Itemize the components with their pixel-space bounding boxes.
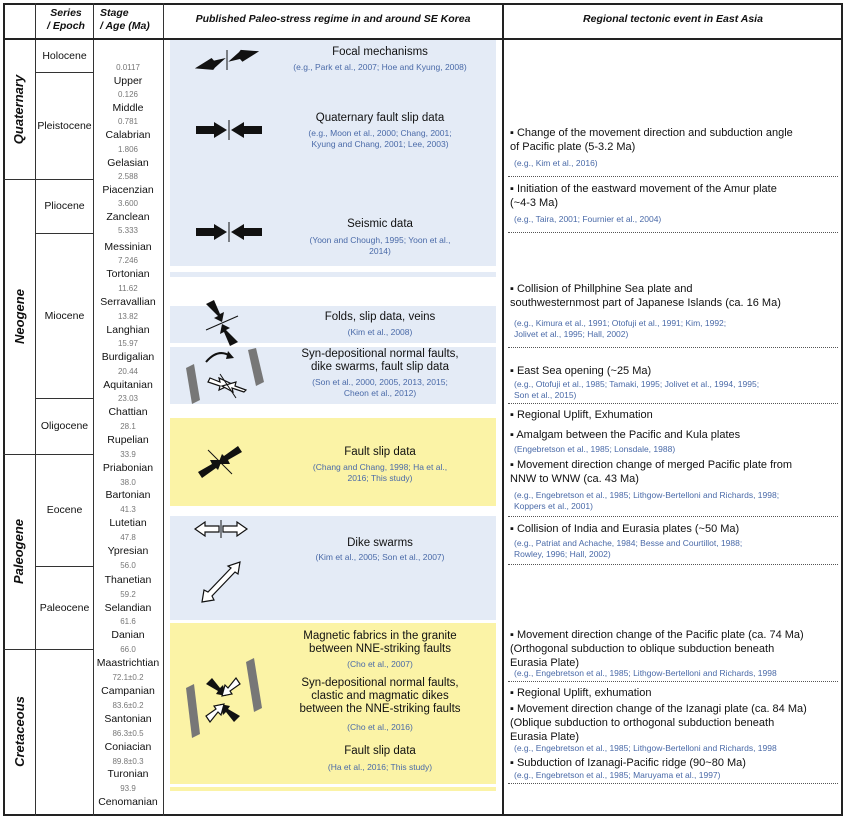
ne-compression-arrows-icon [198,444,242,480]
regime-title: Dike swarms [347,537,413,549]
age-boundary: 83.6±0.2 [112,701,144,710]
age-boundary: 47.8 [120,533,136,542]
stage-turonian: Turonian [107,768,149,780]
stage-maastrichtian: Maastrichtian [96,657,160,669]
epoch-miocene: Miocene [44,309,85,322]
regime-ref: (e.g., Park et al., 2007; Hoe and Kyung, 2008) [293,62,467,72]
event-ref: (e.g., Engebretson et al., 1985; Lithgow-Bertelloni and Richards, 1998 [514,743,777,753]
extension-arrows-icon [193,520,249,538]
regime-title: Folds, slip data, veins [324,311,436,323]
era-divider [3,649,35,650]
age-boundary: 3.600 [117,199,139,208]
column-divider [163,3,164,816]
epoch-holocene: Holocene [42,49,87,62]
regime-ref: (Cho et al., 2016) [347,722,413,732]
event-divider [508,403,838,404]
stage-ypresian: Ypresian [107,545,149,557]
epoch-oligocene: Oligocene [40,420,89,432]
stage-selandian: Selandian [104,602,152,614]
epoch-pleistocene: Pleistocene [37,119,92,132]
stage-priabonian: Priabonian [102,462,154,474]
event-item: ▪ Subduction of Izanagi-Pacific ridge (90~80 Ma) [510,757,746,769]
event-ref: (e.g., Engebretson et al., 1985; Lithgow-Bertelloni and Richards, 1998; Koppers et al., 2001) [514,490,780,511]
era-divider [3,179,35,180]
event-divider [508,681,838,682]
regime-title: Fault slip data [344,446,416,458]
age-boundary: 20.44 [117,367,139,376]
event-item: ▪ East Sea opening (~25 Ma) [510,365,652,377]
header-series: Series / Epoch [47,7,85,32]
epoch-eocene: Eocene [46,504,83,516]
epoch-pliocene: Pliocene [44,200,85,212]
age-boundary: 56.0 [120,561,136,570]
regime-ref: (Chang and Chang, 1998; Ha et al., 2016; This study) [312,462,448,483]
event-ref: (e.g., Kim et al., 2016) [514,158,598,168]
age-boundary: 2.588 [117,172,139,181]
epoch-divider [36,454,93,455]
stage-thanetian: Thanetian [104,574,152,586]
event-ref: (Engebretson et al., 1985; Lonsdale, 1988) [514,444,676,454]
event-ref: (e.g., Kimura et al., 1991; Otofuji et al., 1991; Kim, 1992; Jolivet et al., 1995; Hall, 2002) [514,318,727,339]
age-boundary: 5.333 [117,226,139,235]
epoch-divider [36,566,93,567]
regime-title: Magnetic fabrics in the granite between NNE-striking faults [303,630,457,655]
compression-arrows-icon [192,48,262,72]
epoch-divider [36,649,93,650]
stage-lutetian: Lutetian [109,517,147,529]
age-boundary: 41.3 [120,505,136,514]
event-item: ▪ Movement direction change of the Izanagi plate (ca. 84 Ma) (Oblique subduction to orthogonal subduction beneath Eurasia Plate) [510,703,807,743]
event-divider [508,232,838,233]
era-cretaceous: Cretaceous [11,696,27,767]
stage-chattian: Chattian [108,406,148,418]
regime-ref: (Kim et al., 2008) [347,327,413,337]
event-item: ▪ Regional Uplift, Exhumation [510,409,653,421]
regime-title: Syn-depositional normal faults, clastic and magmatic dikes between the NNE-striking faults [299,677,461,715]
epoch-divider [36,233,93,234]
compression-arrows-icon [194,120,264,140]
stage-zanclean: Zanclean [106,211,150,223]
nw-compression-arrows-icon [202,300,242,346]
event-ref: (e.g., Engebretson et al., 1985; Lithgow-Bertelloni and Richards, 1998 [514,668,777,678]
age-boundary: 86.3±0.5 [112,729,144,738]
event-item: ▪ Movement direction change of merged Pacific plate from NNW to WNW (ca. 43 Ma) [510,459,793,485]
age-boundary: 7.246 [117,256,139,265]
stage-tortonian: Tortonian [106,268,150,280]
stage-cenomanian: Cenomanian [98,796,158,808]
regime-ref: (Cho et al., 2007) [347,659,413,669]
epoch-paleocene: Paleocene [39,601,90,614]
header-event: Regional tectonic event in East Asia [583,13,763,25]
event-divider [508,783,838,784]
age-boundary: 61.6 [120,617,136,626]
age-boundary: 66.0 [120,645,136,654]
stage-messinian: Messinian [104,241,152,253]
regime-ref: (Ha et al., 2016; This study) [327,762,433,772]
regime-band-thin [170,272,496,277]
age-boundary: 23.03 [117,394,139,403]
stage-danian: Danian [111,629,145,641]
event-divider [508,564,838,565]
age-boundary: 33.9 [120,450,136,459]
stage-santonian: Santonian [104,713,152,725]
era-quaternary: Quaternary [11,74,27,144]
epoch-divider [36,398,93,399]
age-boundary: 0.0117 [116,63,140,72]
regime-title: Seismic data [347,218,413,230]
event-item: ▪ Change of the movement direction and subduction angle of Pacific plate (5-3.2 Ma) [510,127,793,153]
event-item: ▪ Amalgam between the Pacific and Kula plates [510,429,741,441]
age-boundary: 93.9 [120,784,136,793]
age-boundary: 0.781 [117,117,139,126]
extension-normal-faults-icon [182,348,266,404]
event-item: ▪ Initiation of the eastward movement of the Amur plate (~4-3 Ma) [510,183,777,209]
era-divider [3,454,35,455]
age-boundary: 13.82 [117,312,139,321]
event-divider [508,176,838,177]
regime-title: Quaternary fault slip data [315,112,445,124]
header-stage: Stage / Age (Ma) [100,7,150,32]
regime-ref: (Kim et al., 2005; Son et al., 2007) [315,552,445,562]
event-item: ▪ Collision of Phillphine Sea plate and southwesternmost part of Japanese Islands (ca. 16 Ma) [510,283,781,309]
regime-title: Syn-depositional normal faults, dike swarms, fault slip data [301,348,459,373]
age-boundary: 11.62 [118,284,138,293]
age-boundary: 28.1 [120,422,136,431]
stage-campanian: Campanian [101,685,155,697]
cretaceous-stress-faults-icon [182,658,266,738]
column-divider [502,3,504,816]
age-boundary: 38.0 [120,478,136,487]
stage-coniacian: Coniacian [104,741,152,753]
event-ref: (e.g., Taira, 2001; Fournier et al., 2004) [514,214,662,224]
stage-aquitanian: Aquitanian [103,379,153,391]
age-boundary: 0.126 [117,90,139,99]
compression-arrows-icon [194,222,264,242]
era-paleogene: Paleogene [11,518,27,585]
header-regime: Published Paleo-stress regime in and around SE Korea [195,13,471,25]
stage-bartonian: Bartonian [105,489,151,501]
epoch-divider [36,179,93,180]
event-item: ▪ Movement direction change of the Pacific plate (ca. 74 Ma) (Orthogonal subduction to oblique subduction beneath Eurasia Plate) [510,629,804,669]
event-ref: (e.g., Engebretson et al., 1985; Maruyama et al., 1997) [514,770,721,780]
age-boundary: 1.806 [117,145,139,154]
regime-band-thin [170,787,496,791]
age-boundary: 89.8±0.3 [112,757,144,766]
stage-burdigalian: Burdigalian [101,351,155,363]
ne-extension-arrow-icon [200,560,244,604]
epoch-divider [36,72,93,73]
stage-gelasian: Gelasian [107,157,149,169]
stage-calabrian: Calabrian [105,129,151,141]
regime-ref: (e.g., Moon et al., 2000; Chang, 2001; Kyung and Chang, 2001; Lee, 2003) [308,128,452,149]
era-neogene: Neogene [11,289,27,344]
age-boundary: 72.1±0.2 [112,673,144,682]
stage-langhian: Langhian [106,324,150,336]
regime-title: Fault slip data [344,745,416,757]
regime-ref: (Yoon and Chough, 1995; Yoon et al., 2014) [309,235,451,256]
event-divider [508,347,838,348]
stage-rupelian: Rupelian [107,434,149,446]
event-ref: (e.g., Patriat and Achache, 1984; Besse and Courtillot, 1988; Rowley, 1996; Hall, 2002) [514,538,743,559]
event-ref: (e.g., Otofuji et al., 1985; Tamaki, 1995; Jolivet et al., 1994, 1995; Son et al., 2015) [514,379,760,400]
regime-title: Focal mechanisms [332,46,428,58]
stage-serravallian: Serravallian [100,296,156,308]
event-divider [508,516,838,517]
regime-ref: (Son et al., 2000, 2005, 2013, 2015; Cheon et al., 2012) [312,377,448,398]
stage-upper: Upper [113,75,143,87]
age-boundary: 15.97 [117,339,139,348]
age-boundary: 59.2 [120,590,136,599]
event-item: ▪ Regional Uplift, exhumation [510,687,652,699]
event-item: ▪ Collision of India and Eurasia plates (~50 Ma) [510,523,740,535]
stage-piacenzian: Piacenzian [102,184,154,196]
stage-middle: Middle [112,102,144,114]
